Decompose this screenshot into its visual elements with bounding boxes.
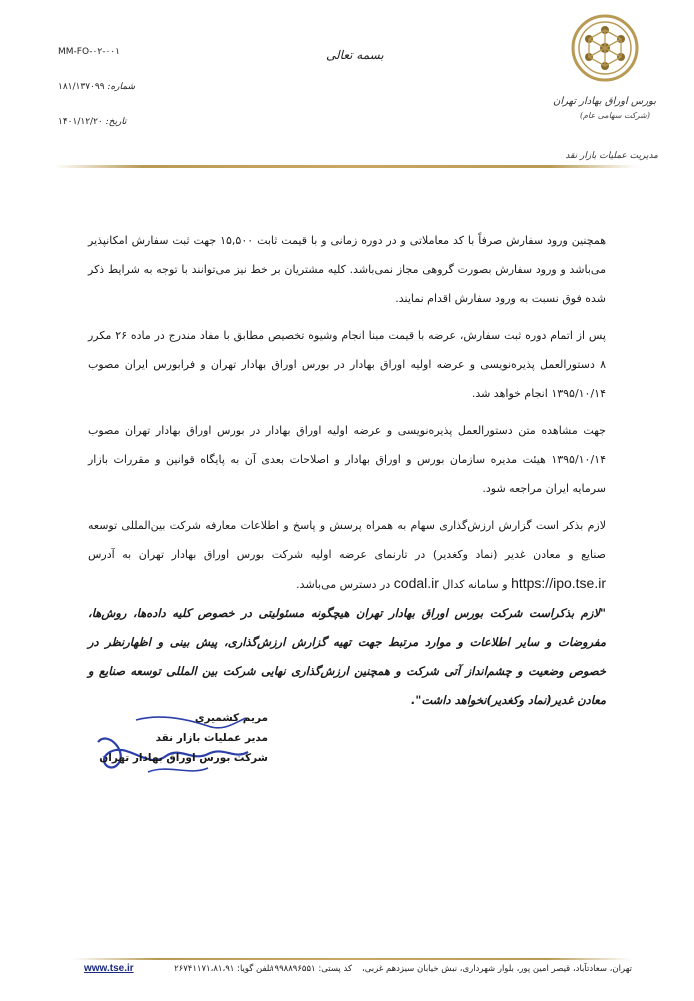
- org-subtitle: (شرکت سهامی عام): [579, 111, 650, 120]
- disclaimer: "لازم بذکراست شرکت بورس اوراق بهادار تهران هیچگونه مسئولیتی در خصوص کلیه داده‌ها، روش‌ها، مفروضات و سایر اطلاعات و موارد مرتبط جهت تهیه گزارش ارزش‌گذاری، پیش بینی و اظهارنظر در خصوص وضعیت و چشم‌انداز آتی شرکت و همچنین ارزش‌گذاری نهایی شرکت بین المللی توسعه صنایع و معادن غدیر(نماد وکغدیر)نخواهد داشت".: [88, 606, 606, 707]
- number-value: ۱۸۱/۱۳۷۰۹۹: [58, 82, 105, 92]
- footer-divider: [72, 958, 632, 960]
- footer-website-link[interactable]: www.tse.ir: [84, 963, 134, 974]
- paragraph-4-mid: و سامانه کدال: [442, 578, 508, 591]
- footer: [84, 964, 632, 980]
- signature-block: [88, 712, 268, 792]
- signer-company: شرکت بورس اوراق بهادار تهران: [99, 752, 268, 764]
- number-label: شماره:: [107, 82, 136, 92]
- form-code: MM-FO-۰۲-۰۰۱: [58, 47, 120, 57]
- ipo-link[interactable]: https://ipo.tse.ir: [511, 575, 606, 591]
- paragraph-1: همچنین ورود سفارش صرفاً با کد معاملاتی و در دوره زمانی و با قیمت ثابت ۱۵,۵۰۰ جهت ثبت سفارش امکانپذیر می‌باشد و ورود سفارش بصورت گروهی مجاز نمی‌باشد. کلیه مشتریان بر خط نیز می‌توانند با توجه به شرایط ذکر شده فوق نسبت به ورود سفارش اقدام نمایند.: [88, 234, 606, 305]
- signer-title: مدیر عملیات بازار نقد: [155, 732, 268, 744]
- paragraph-4-end: در دسترس می‌باشد.: [296, 578, 391, 591]
- date-label: تاریخ:: [105, 117, 127, 127]
- paragraph-3: جهت مشاهده متن دستورالعمل پذیره‌نویسی و عرضه اولیه اوراق بهادار در بورس اوراق بهادار تهران مصوب ۱۳۹۵/۱۰/۱۴ هیئت مدیره سازمان بورس و اوراق بهادار و اصلاحات بعدی آن به پایگاه قوانین و مقررات بازار سرمایه ایران مراجعه شود.: [88, 424, 606, 495]
- signer-name: مریم کشمیری: [194, 712, 268, 724]
- footer-address: تهران، سعادتآباد، قیصر امین پور، بلوار شهرداری، نبش خیابان سیزدهم غربی،: [361, 964, 632, 974]
- footer-phone: تلفن گویا: ۲۶۷۴۱۱۷۱،۸۱،۹۱: [174, 964, 272, 974]
- letter-body: [88, 226, 606, 723]
- paragraph-2: پس از اتمام دوره ثبت سفارش، عرضه با قیمت مبنا انجام وشیوه تخصیص مطابق با مفاد مندرج در ماده ۲۶ مکرر ۸ دستورالعمل پذیره‌نویسی و عرضه اولیه اوراق بهادار در بورس اوراق بهادار تهران و فرابورس ایران مصوب ۱۳۹۵/۱۰/۱۴ انجام خواهد شد.: [88, 329, 606, 400]
- paragraph-4: [88, 511, 606, 599]
- footer-postal-code: کد پستی: ۱۹۹۸۸۹۶۵۵۱: [269, 964, 352, 974]
- letter-date: [58, 117, 127, 127]
- bismillah-heading: بسمه تعالی: [326, 48, 384, 62]
- codal-link[interactable]: codal.ir: [393, 575, 439, 591]
- paragraph-4-text: لازم بذکر است گزارش ارزش‌گذاری سهام به همراه پرسش و پاسخ و اطلاعات معارفه شرکت بین‌المللی توسعه صنایع و معادن غدیر (نماد وکغدیر) در تارنمای عرضه اولیه شرکت بورس اوراق بهادار تهران به آدرس: [88, 519, 606, 561]
- org-name: بورس اوراق بهادار تهران: [552, 96, 656, 107]
- header-divider: [55, 165, 637, 168]
- tse-logo-icon: [570, 12, 640, 84]
- date-value: ۱۴۰۱/۱۲/۲۰: [58, 117, 103, 127]
- letter-number: [58, 82, 135, 92]
- department-name: مدیریت عملیات بازار نقد: [565, 151, 658, 161]
